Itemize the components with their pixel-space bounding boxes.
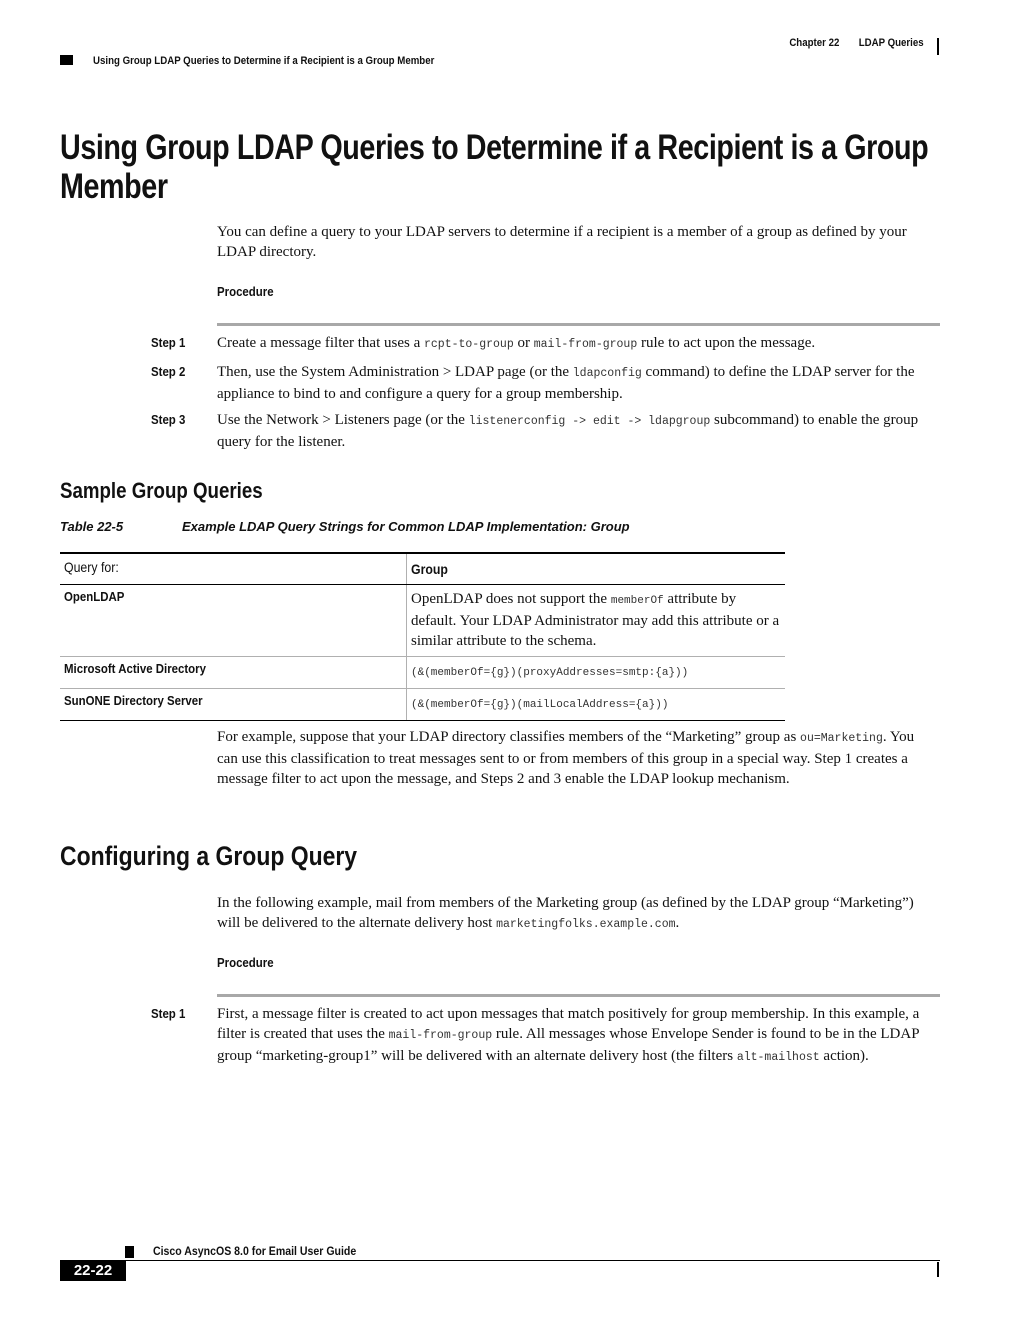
step-1-text-part2: or: [513, 335, 534, 351]
example-text-part1: For example, suppose that your LDAP directory classifies members of the “Marketing” group as: [217, 729, 801, 745]
row-active-directory-group: [406, 657, 785, 688]
chapter-title: LDAP Queries: [859, 37, 924, 49]
configuring-step-1-code-alt-mailhost: alt-mailhost: [736, 1051, 820, 1064]
table-header-row: [60, 552, 785, 585]
header-square-marker: [60, 55, 73, 65]
row-sunone-name: [60, 689, 406, 720]
step-1-code-rcpt-to-group: rcpt-to-group: [424, 338, 514, 351]
row-sunone-name-text: SunONE Directory Server: [64, 693, 203, 708]
procedure-label-2: Procedure: [217, 955, 274, 970]
footer-guide-title: Cisco AsyncOS 8.0 for Email User Guide: [153, 1244, 357, 1258]
procedure-rule-2: [217, 994, 940, 997]
step-1-text-part3: rule to act upon the message.: [637, 335, 816, 351]
table-title: Example LDAP Query Strings for Common LDAP Implementation: Group: [182, 519, 630, 534]
header-right-bar: [937, 38, 939, 55]
row-active-directory-query: (&(memberOf={g})(proxyAddresses=smtp:{a})): [411, 667, 689, 679]
step-1-text-part1: Create a message filter that uses a: [217, 335, 424, 351]
row-openldap-name-text: OpenLDAP: [64, 589, 125, 604]
column-header-group: [406, 554, 785, 584]
chapter-number: Chapter 22: [789, 37, 840, 49]
intro-paragraph: You can define a query to your LDAP servers to determine if a recipient is a member of a group as defined by your LDAP directory.: [217, 224, 907, 260]
step-2-text-part1: Then, use the System Administration > LDAP page (or the: [217, 364, 573, 380]
step-3-code-listenerconfig: listenerconfig -> edit -> ldapgroup: [468, 415, 711, 428]
row-active-directory-name-text: Microsoft Active Directory: [64, 661, 206, 676]
table-row: [60, 689, 785, 721]
footer-rule: [60, 1260, 940, 1261]
configuring-intro-paragraph: [217, 893, 937, 935]
step-2-label: Step 2: [151, 364, 186, 379]
step-1-label: Step 1: [151, 335, 186, 350]
configuring-step-1-part1: First, a message filter is created to act upon messages that match positively for group membership. In this example, a filter is created that uses the: [217, 1006, 920, 1042]
column-header-query-for: [60, 554, 406, 584]
row-openldap-text-part2: attribute by default. Your LDAP Administrator may add this attribute or a similar attribute to the schema.: [411, 591, 780, 649]
step-3-text: [217, 410, 939, 452]
step-2-text-part2: command) to define the LDAP server for the appliance to bind to and configure a query for a group membership.: [217, 364, 915, 402]
example-code-ou-marketing: ou=Marketing: [800, 732, 883, 745]
step-3-label: Step 3: [151, 412, 186, 427]
row-openldap-group: [406, 585, 785, 656]
configuring-intro-code-host: marketingfolks.example.com: [496, 918, 676, 931]
step-2-code-ldapconfig: ldapconfig: [572, 367, 642, 380]
footer-square-marker: [125, 1246, 134, 1258]
table-number: Table 22-5: [60, 519, 124, 534]
table-row: [60, 585, 785, 657]
configuring-step-1-label: Step 1: [151, 1006, 186, 1021]
footer-right-bar: [937, 1262, 939, 1277]
configuring-step-1-text: [217, 1004, 939, 1068]
configuring-step-1-part2: rule. All messages whose Envelope Sender is found to be in the LDAP group “marketing-group1” will be delivered with an alternate delivery host (the filters: [217, 1026, 920, 1064]
step-1-code-mail-from-group: mail-from-group: [533, 338, 638, 351]
row-sunone-group: [406, 689, 785, 720]
footer-page-number: 22-22: [60, 1261, 126, 1281]
step-1-text: [217, 333, 939, 355]
sample-group-queries-heading: Sample Group Queries: [60, 478, 263, 503]
row-sunone-query: (&(memberOf={g})(mailLocalAddress={a})): [411, 699, 669, 711]
configuring-step-1-code-mail-from-group: mail-from-group: [388, 1029, 493, 1042]
row-openldap-name: [60, 585, 406, 656]
page-title-text: Using Group LDAP Queries to Determine if a Recipient is a Group Member: [60, 128, 929, 206]
configuring-group-query-heading: Configuring a Group Query: [60, 841, 358, 871]
step-2-text: [217, 362, 939, 404]
procedure-label: Procedure: [217, 284, 274, 299]
procedure-rule: [217, 323, 940, 326]
page-title: [60, 128, 962, 206]
configuring-step-1-part3: action).: [819, 1048, 869, 1064]
row-openldap-code-memberof: memberOf: [610, 595, 664, 607]
example-paragraph: [217, 727, 937, 789]
step-3-text-part1: Use the Network > Listeners page (or the: [217, 412, 469, 428]
configuring-intro-part1: In the following example, mail from members of the Marketing group (as defined by the LDAP group “Marketing”) will be delivered to the alternate delivery host: [217, 895, 914, 931]
table-row: [60, 657, 785, 689]
configuring-intro-part2: .: [675, 915, 680, 931]
running-header-chapter: [790, 37, 924, 49]
column-header-group-text: Group: [411, 561, 448, 577]
column-header-query-for-text: Query for:: [64, 559, 119, 575]
row-active-directory-name: [60, 657, 406, 688]
ldap-query-table: [60, 552, 785, 721]
example-text-part2: . You can use this classification to treat messages sent to or from members of this group in a special way. Step 1 creates a message filter to act upon the message, and Steps 2 and 3 enable the LDAP lookup mechanism.: [217, 729, 915, 787]
step-3-text-part2: subcommand) to enable the group query for the listener.: [217, 412, 919, 450]
running-header-section: Using Group LDAP Queries to Determine if a Recipient is a Group Member: [93, 55, 435, 67]
row-openldap-text-part1: OpenLDAP does not support the: [411, 591, 611, 607]
table-caption: [60, 519, 630, 534]
